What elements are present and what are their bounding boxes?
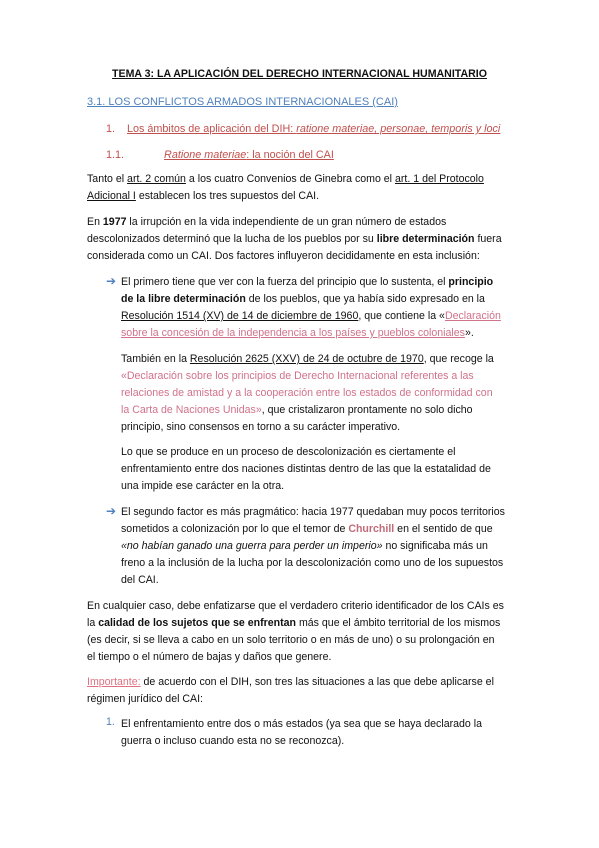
text: el tiempo o el número de bajas y daños que genere. [87, 651, 332, 663]
arrow-right-icon: ➔ [106, 274, 117, 288]
text: En [87, 216, 103, 228]
text: guerra o incluso cuando esta no se reconozca). [121, 735, 345, 747]
text: El segundo factor es más pragmático: hacia 1977 quedaban muy pocos territorios [121, 506, 505, 518]
text: la irrupción en la vida independiente de un gran número de estados [126, 216, 447, 228]
text: sometidos a colonización por lo que el temor de [121, 523, 349, 535]
link-protocolo-adicional[interactable]: Adicional I [87, 190, 136, 202]
subsection-italic: ratione materiae, personae, temporis y loci [296, 123, 501, 135]
text: una impide ese carácter en la otra. [121, 480, 285, 492]
subsubsection-number: 1.1. [106, 149, 125, 161]
section-heading: 3.1. LOS CONFLICTOS ARMADOS INTERNACIONALES (CAI) [87, 96, 398, 108]
link-resolucion-1514[interactable]: Resolución 1514 (XV) de 14 de diciembre de 1960 [121, 310, 359, 322]
text: la [87, 617, 99, 629]
subsection-prefix: Los ámbitos de aplicación del DIH: [127, 123, 297, 135]
subsection-heading [106, 123, 500, 135]
text: , que cristalizaron prontamente no solo dicho [261, 404, 473, 416]
bold-text: calidad de los sujetos que se enfrentan [98, 617, 297, 629]
text: , que recoge la [423, 353, 494, 365]
churchill-name: Churchill [348, 523, 395, 535]
bullet-first-factor [121, 274, 514, 342]
paragraph-intro [87, 171, 514, 205]
list-number: 1. [106, 716, 115, 728]
subsubsection-heading [106, 149, 334, 161]
declaracion-text: la Carta de Naciones Unidas» [121, 404, 262, 416]
text: El enfrentamiento entre dos o más estados (ya sea que se haya declarado la [121, 718, 482, 730]
paragraph-importante [87, 674, 514, 708]
declaracion-text: relaciones de amistad y a la cooperación entre los estados de conformidad con [121, 387, 493, 399]
subsubsection-italic: Ratione materiae [164, 149, 247, 161]
text: en el sentido de que [394, 523, 493, 535]
page-title: TEMA 3: LA APLICACIÓN DEL DERECHO INTERNACIONAL HUMANITARIO [112, 68, 487, 80]
bold-text: libre determinación [376, 233, 475, 245]
text: considerada como un CAI. Dos factores influyeron decididamente en esta inclusión: [87, 250, 480, 262]
text: enfrentamiento entre dos naciones distintas dentro de las que la estatalidad de [121, 463, 491, 475]
paragraph-descolonizacion [121, 444, 514, 495]
text: más que el ámbito territorial de los mismos [296, 617, 501, 629]
text: El primero tiene que ver con la fuerza del principio que lo sustenta, el [121, 276, 449, 288]
link-art2[interactable]: art. 2 común [127, 173, 186, 185]
link-declaracion-1514-cont[interactable]: sobre la concesión de la independencia a los países y pueblos coloniales [121, 327, 465, 339]
text: Tanto el [87, 173, 128, 185]
link-art1-protocolo[interactable]: art. 1 del Protocolo [394, 173, 484, 185]
year-1977: 1977 [102, 216, 127, 228]
link-resolucion-2625[interactable]: Resolución 2625 (XXV) de 24 de octubre de 1970 [189, 353, 424, 365]
text: ». [464, 327, 474, 339]
paragraph-1977 [87, 214, 514, 265]
text: de los pueblos, que ya había sido expresado en la [245, 293, 485, 305]
text: (es decir, si se lleva a cabo en un solo territorio o en más de uno) o su prolongación en [87, 634, 495, 646]
text: establecen los tres supuestos del CAI. [135, 190, 320, 202]
quote-text: «no habían ganado una guerra para perder un imperio» [121, 540, 383, 552]
list-item-1 [121, 716, 514, 750]
text: no significaba más un [382, 540, 488, 552]
link-declaracion-1514[interactable]: Declaración [444, 310, 501, 322]
arrow-right-icon: ➔ [106, 504, 117, 518]
importante-label: Importante: [87, 676, 141, 688]
text: régimen jurídico del CAI: [87, 693, 203, 705]
bullet-second-factor [121, 504, 514, 589]
text: Lo que se produce en un proceso de descolonización es ciertamente el [121, 446, 456, 458]
bold-text: de la libre determinación [121, 293, 246, 305]
text: También en la [121, 353, 190, 365]
bold-text: principio [448, 276, 494, 288]
text: En cualquier caso, debe enfatizarse que el verdadero criterio identificador de los CAIs es [87, 600, 504, 612]
subsubsection-rest: : la noción del CAI [246, 149, 334, 161]
declaracion-text: «Declaración sobre los principios de Derecho Internacional referentes a las [121, 370, 474, 382]
text: a los cuatro Convenios de Ginebra como el [185, 173, 395, 185]
subsection-number: 1. [106, 123, 116, 135]
paragraph-criterio [87, 598, 514, 666]
text: del CAI. [121, 574, 159, 586]
paragraph-resolucion-2625 [121, 351, 514, 436]
text: de acuerdo con el DIH, son tres las situaciones a las que debe aplicarse el [140, 676, 494, 688]
text: freno a la inclusión de la lucha por la descolonización como uno de los supuestos [121, 557, 504, 569]
text: principio, sino consensos en torno a su carácter imperativo. [121, 421, 401, 433]
text: fuera [474, 233, 502, 245]
text: descolonizados determinó que la lucha de los pueblos por su [87, 233, 377, 245]
text: , que contiene la « [358, 310, 445, 322]
